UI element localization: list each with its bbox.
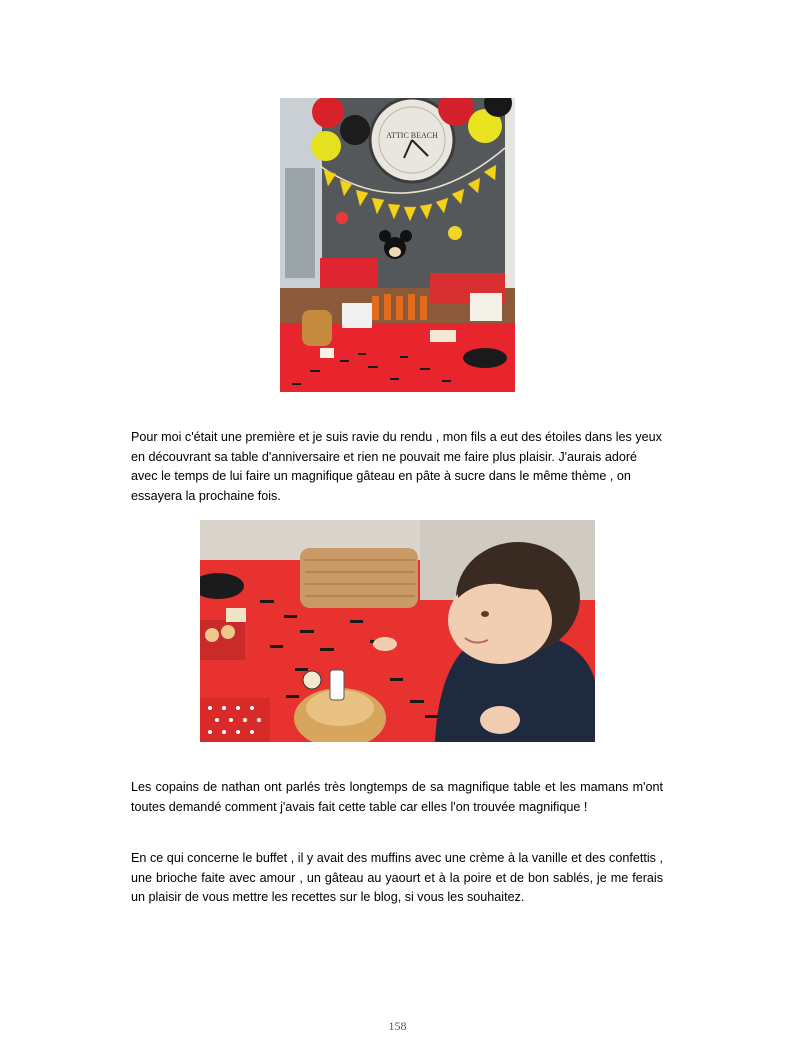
clock-label: ATTIC BEACH	[386, 131, 438, 140]
page-number: 158	[388, 1019, 407, 1033]
boy-at-table-photo	[200, 520, 595, 742]
paragraph-buffet: En ce qui concerne le buffet , il y avait des muffins avec une crème à la vanille et des confettis , une brioche faite avec amour , un gâteau au yaourt et à la poire et de bon sablés, je me ferais un plaisir de vous mettre les recettes sur le blog, si vous les souhaitez.	[131, 851, 663, 904]
party-table-photo	[280, 98, 515, 392]
paragraph-first-party: Pour moi c'était une première et je suis ravie du rendu , mon fils a eut des étoiles dans les yeux en découvrant sa table d'anniversaire et rien ne pouvait me faire plus plaisir. J'aurais adoré avec le temps de lui faire un magnifique gâteau en pâte à sucre dans le même thème , on essayera la prochaine fois.	[131, 430, 662, 503]
paragraph-friends-talked: Les copains de nathan ont parlés très longtemps de sa magnifique table et les mamans m'ont toutes demandé comment j'avais fait cette table car elles l'on trouvée magnifique !	[131, 780, 663, 814]
party-table-illustration	[280, 98, 515, 392]
boy-at-table-illustration	[200, 520, 595, 742]
